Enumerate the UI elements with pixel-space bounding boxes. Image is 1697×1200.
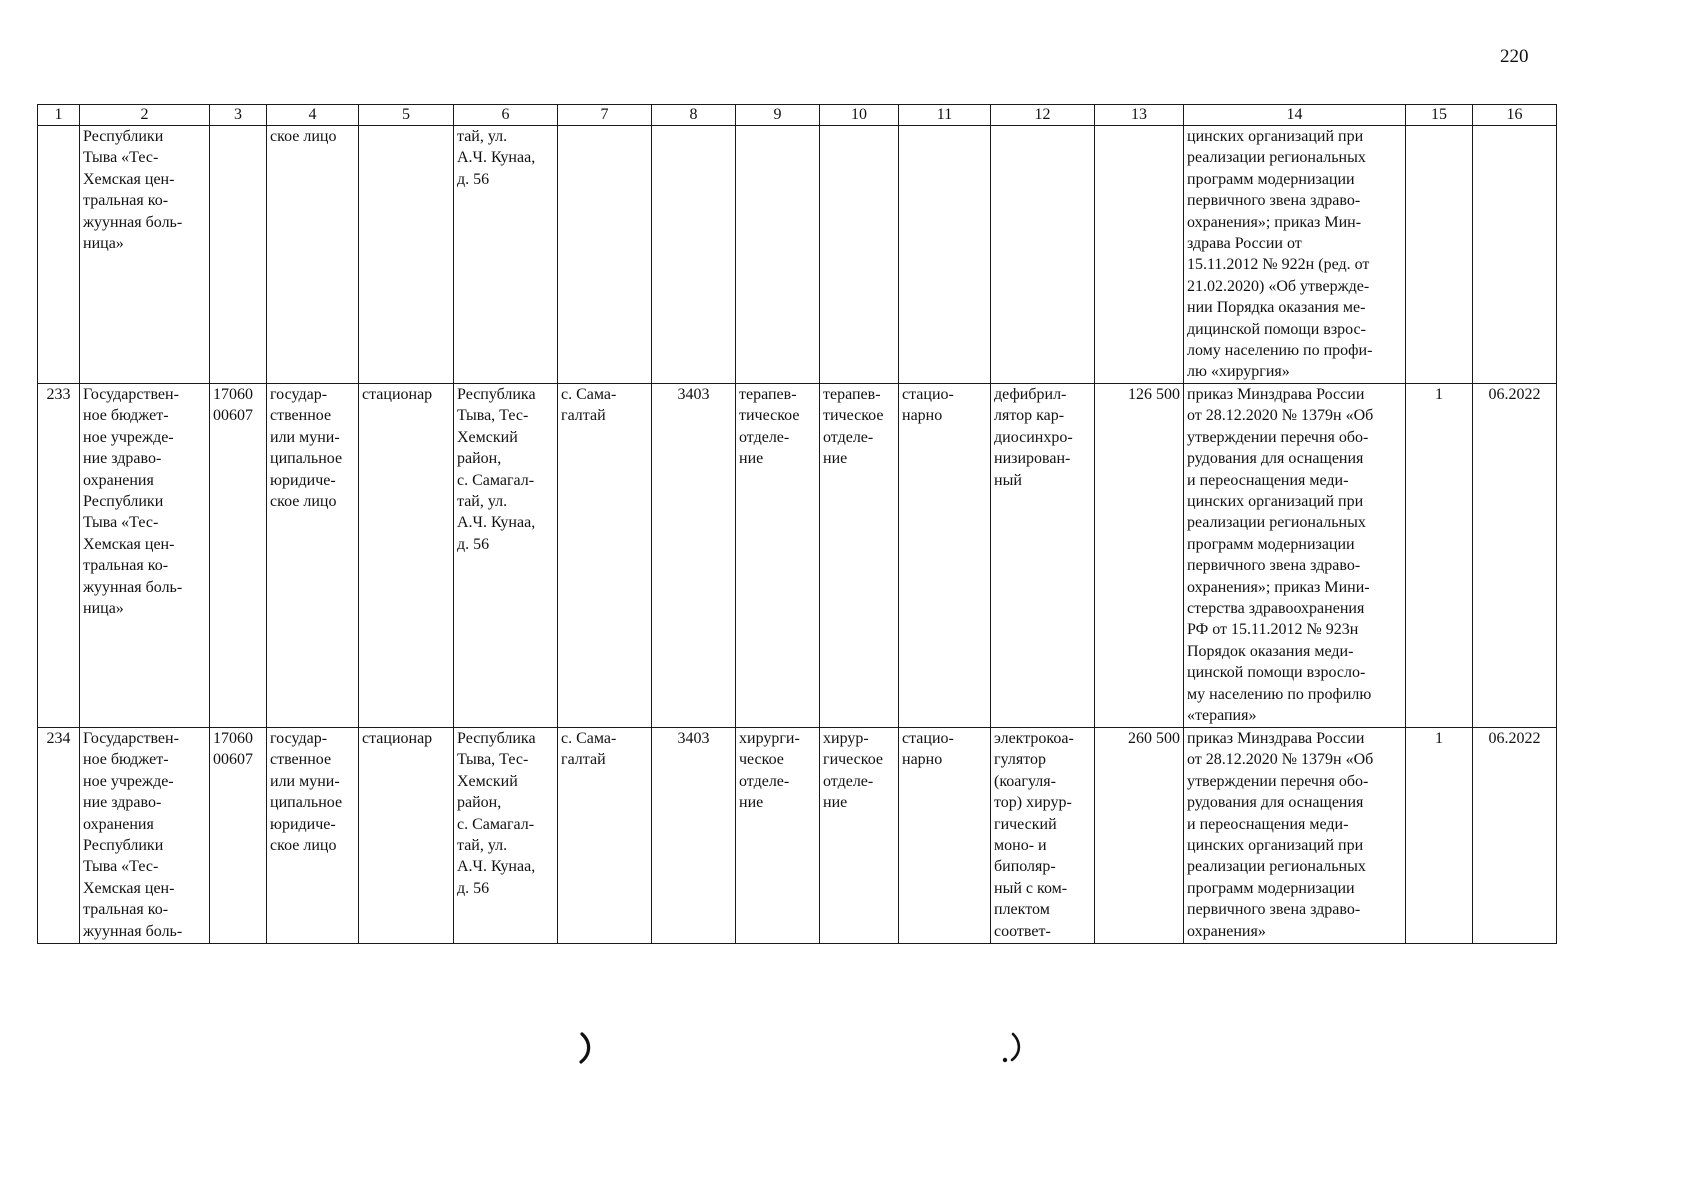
table-row <box>38 384 1557 728</box>
care-conditions: стацио- нарно <box>899 384 991 728</box>
quantity: 1 <box>1406 384 1473 728</box>
quantity <box>1406 126 1473 384</box>
care-conditions: стацио- нарно <box>899 728 991 944</box>
price: 260 500 <box>1095 728 1184 944</box>
code: 3403 <box>652 728 736 944</box>
department: хирурги- ческое отделе- ние <box>736 728 820 944</box>
facility-type: стационар <box>359 384 454 728</box>
delivery-date: 06.2022 <box>1473 728 1557 944</box>
row-number <box>38 126 80 384</box>
inn: 17060 00607 <box>210 384 267 728</box>
price: 126 500 <box>1095 384 1184 728</box>
regulation: приказ Минздрава России от 28.12.2020 № 1379н «Об утверждении перечня обо- рудования для оснащения и переоснащения меди- цинских организаций при реализации региональных программ модернизации первичного звена здраво- охранения» <box>1184 728 1406 944</box>
organization-name: Республики Тыва «Тес- Хемская цен- тральная ко- жуунная боль- ница» <box>80 126 210 384</box>
care-conditions <box>899 126 991 384</box>
equipment-table <box>37 104 1557 944</box>
header-cell: 14 <box>1184 105 1406 126</box>
equipment-name: электрокоа- гулятор (коагуля- тор) хирур- гический моно- и биполяр- ный с ком- плектом соответ- <box>991 728 1095 944</box>
address: Республика Тыва, Тес- Хемский район, с. Самагал- тай, ул. А.Ч. Кунаа, д. 56 <box>454 728 558 944</box>
regulation: приказ Минздрава России от 28.12.2020 № 1379н «Об утверждении перечня обо- рудования для оснащения и переоснащения меди- цинских организаций при реализации региональных программ модернизации первичного звена здраво- охранения»; приказ Мини- стерства здравоохранения РФ от 15.11.2012 № 923н Порядок оказания меди- цинской помощи взросло- му населению по профилю «терапия» <box>1184 384 1406 728</box>
header-cell: 5 <box>359 105 454 126</box>
header-cell: 12 <box>991 105 1095 126</box>
price <box>1095 126 1184 384</box>
header-cell: 10 <box>820 105 899 126</box>
settlement: с. Сама- галтай <box>558 384 652 728</box>
header-cell: 9 <box>736 105 820 126</box>
header-cell: 7 <box>558 105 652 126</box>
header-cell: 1 <box>38 105 80 126</box>
header-cell: 4 <box>267 105 359 126</box>
equipment-name <box>991 126 1095 384</box>
header-cell: 13 <box>1095 105 1184 126</box>
delivery-date: 06.2022 <box>1473 384 1557 728</box>
code <box>652 126 736 384</box>
header-cell: 3 <box>210 105 267 126</box>
settlement <box>558 126 652 384</box>
organization-name: Государствен- ное бюджет- ное учрежде- ние здраво- охранения Республики Тыва «Тес- Хемская цен- тральная ко- жуунная боль- <box>80 728 210 944</box>
facility-type: стационар <box>359 728 454 944</box>
header-cell: 15 <box>1406 105 1473 126</box>
header-cell: 2 <box>80 105 210 126</box>
equipment-name: дефибрил- лятор кар- диосинхро- низирован- ный <box>991 384 1095 728</box>
table-row <box>38 728 1557 944</box>
address: тай, ул. А.Ч. Кунаа, д. 56 <box>454 126 558 384</box>
page-number: 220 <box>1500 46 1529 67</box>
legal-form: ское лицо <box>267 126 359 384</box>
header-row <box>38 105 1557 126</box>
address: Республика Тыва, Тес- Хемский район, с. Самагал- тай, ул. А.Ч. Кунаа, д. 56 <box>454 384 558 728</box>
department-profile <box>820 126 899 384</box>
signature-mark-right <box>1000 1030 1028 1066</box>
inn: 17060 00607 <box>210 728 267 944</box>
organization-name: Государствен- ное бюджет- ное учрежде- ние здраво- охранения Республики Тыва «Тес- Хемская цен- тральная ко- жуунная боль- ница» <box>80 384 210 728</box>
table-row <box>38 126 1557 384</box>
header-cell: 11 <box>899 105 991 126</box>
department <box>736 126 820 384</box>
regulation: цинских организаций при реализации региональных программ модернизации первичного звена здраво- охранения»; приказ Мин- здрава России от 15.11.2012 № 922н (ред. от 21.02.2020) «Об утвержде- нии Порядка оказания ме- дицинской помощи взрос- лому населению по профи- лю «хирургия» <box>1184 126 1406 384</box>
code: 3403 <box>652 384 736 728</box>
signature-mark-left <box>575 1030 599 1066</box>
quantity: 1 <box>1406 728 1473 944</box>
delivery-date <box>1473 126 1557 384</box>
legal-form: государ- ственное или муни- ципальное юридиче- ское лицо <box>267 728 359 944</box>
inn <box>210 126 267 384</box>
header-cell: 8 <box>652 105 736 126</box>
settlement: с. Сама- галтай <box>558 728 652 944</box>
department: терапев- тическое отделе- ние <box>736 384 820 728</box>
row-number: 234 <box>38 728 80 944</box>
department-profile: терапев- тическое отделе- ние <box>820 384 899 728</box>
header-cell: 16 <box>1473 105 1557 126</box>
header-cell: 6 <box>454 105 558 126</box>
department-profile: хирур- гическое отделе- ние <box>820 728 899 944</box>
row-number: 233 <box>38 384 80 728</box>
facility-type <box>359 126 454 384</box>
legal-form: государ- ственное или муни- ципальное юридиче- ское лицо <box>267 384 359 728</box>
